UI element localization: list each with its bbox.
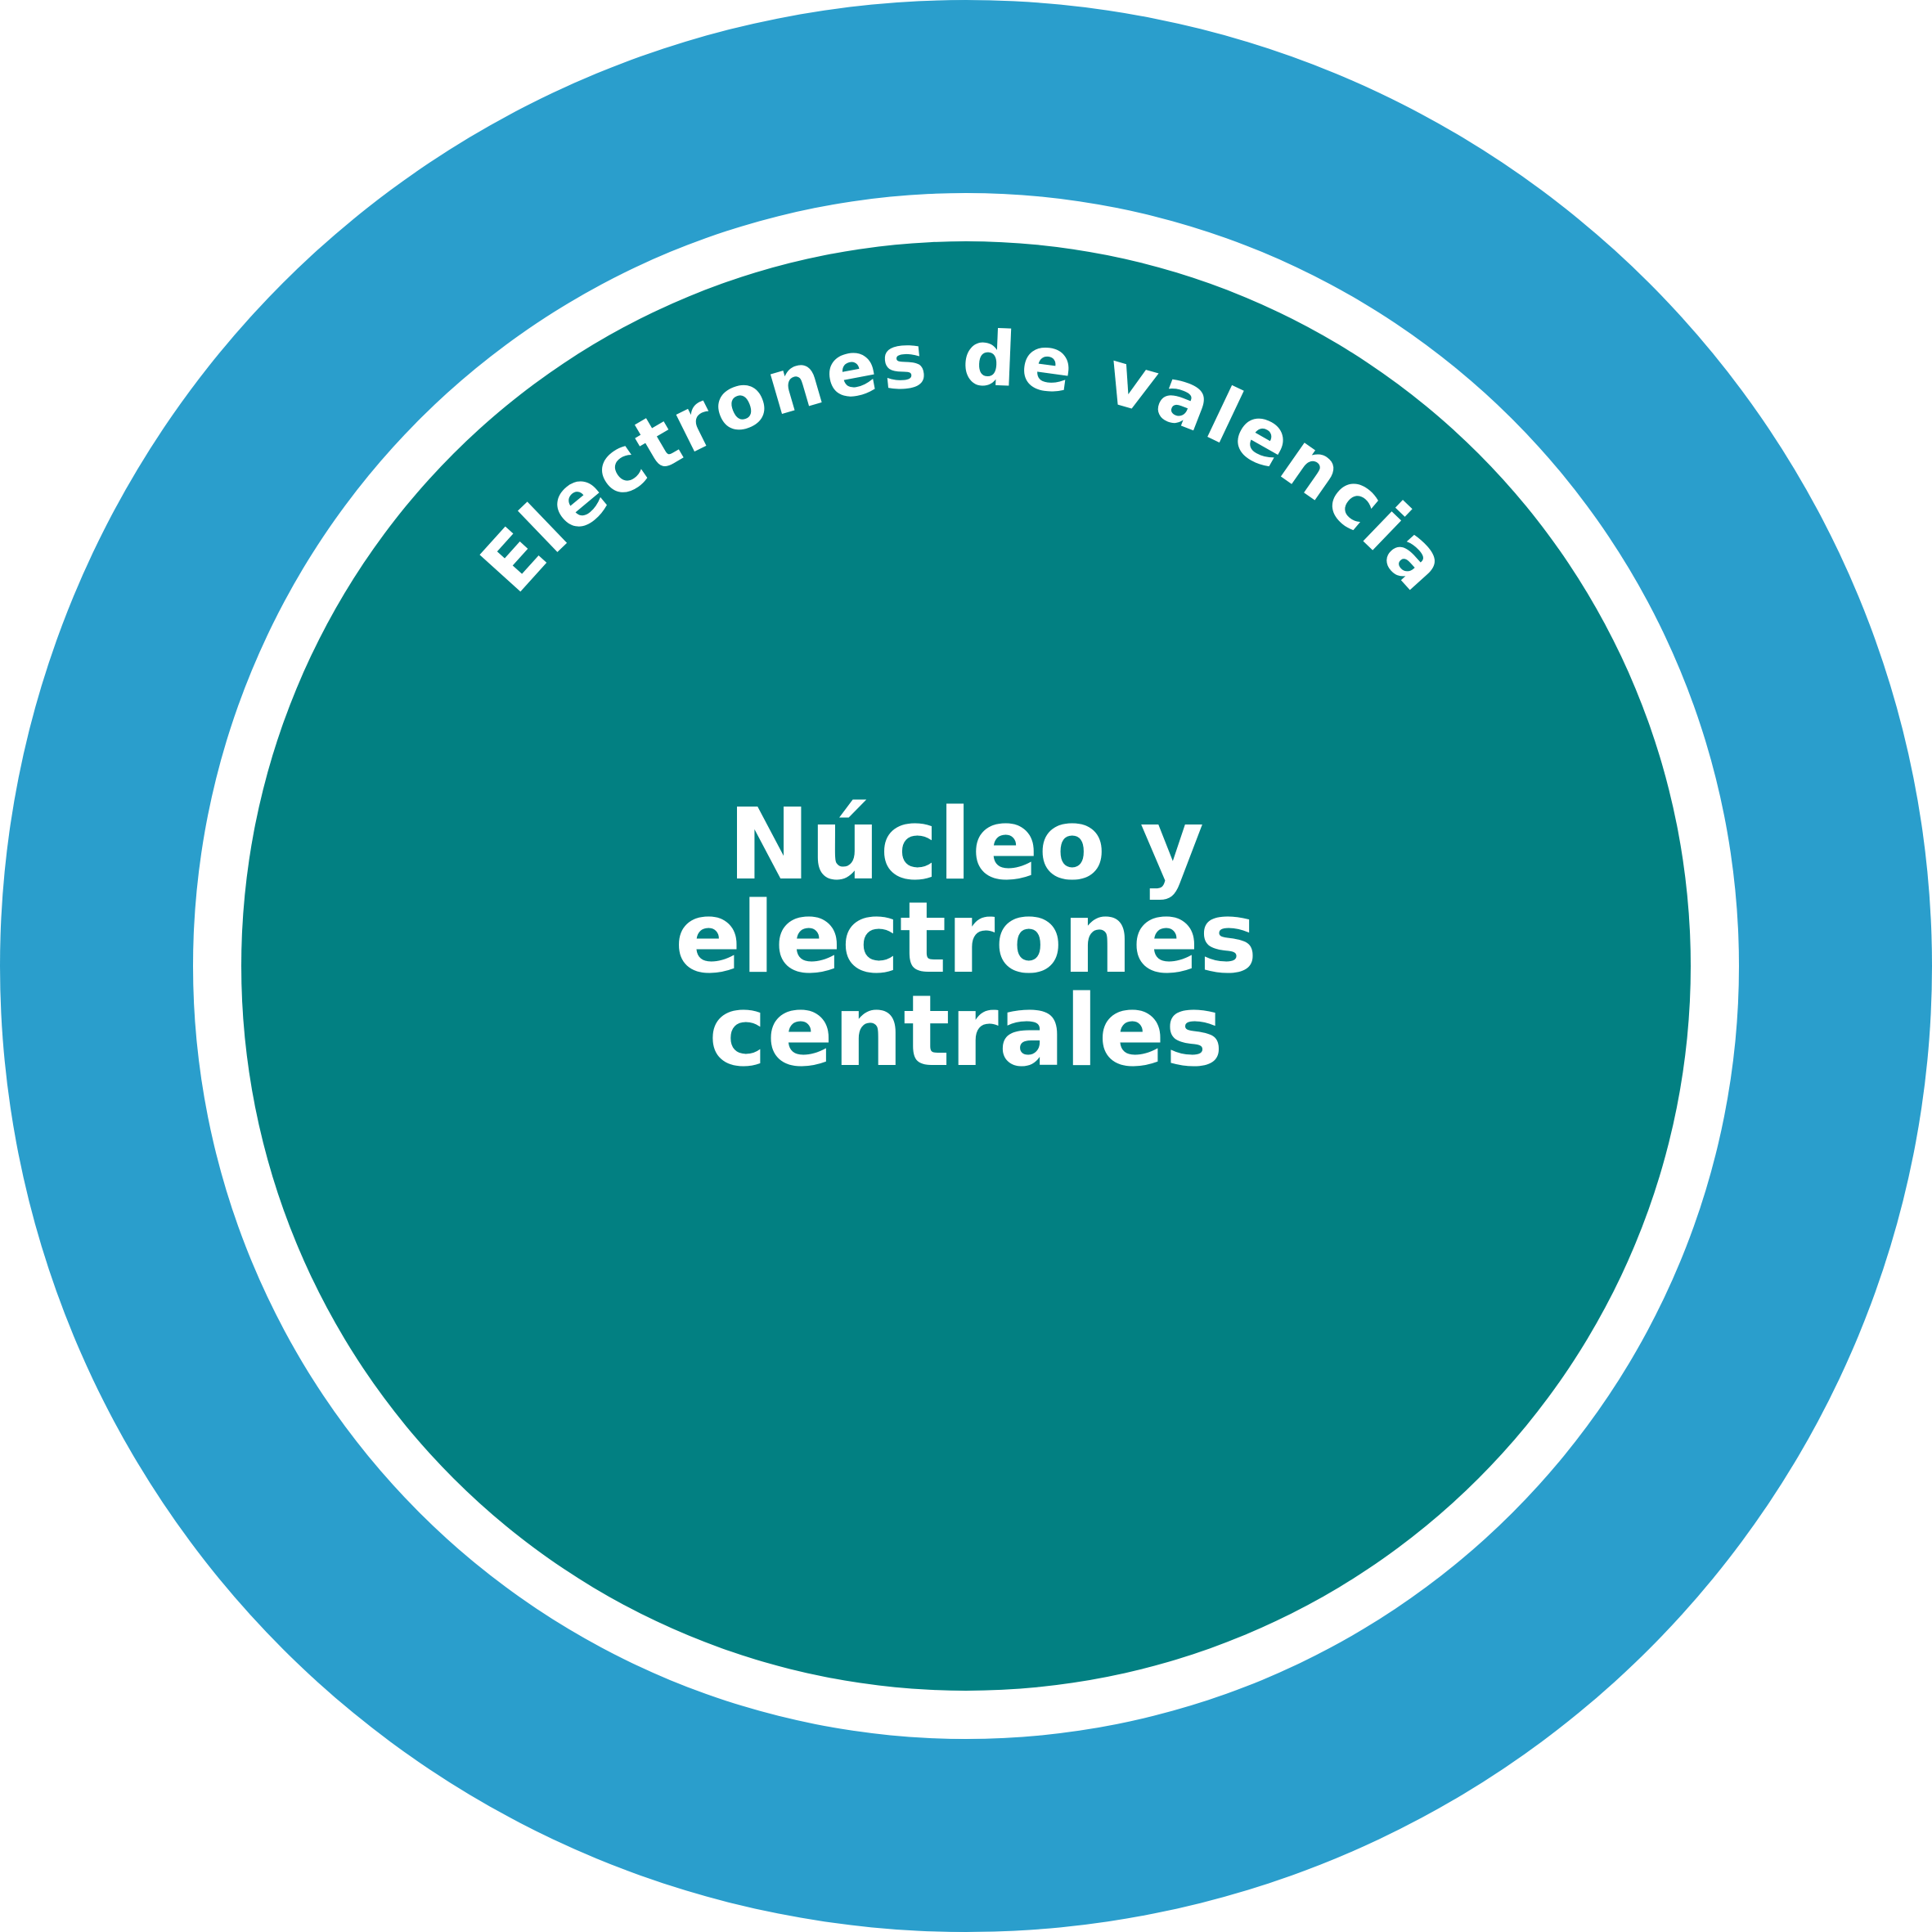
core-label-line-2: electrones	[674, 882, 1258, 995]
valence-electrons-label-path: Electrones de valencia	[464, 314, 1468, 609]
core-label-line-3: centrales	[708, 975, 1224, 1089]
core-label-line-1: Núcleo y	[728, 789, 1204, 902]
